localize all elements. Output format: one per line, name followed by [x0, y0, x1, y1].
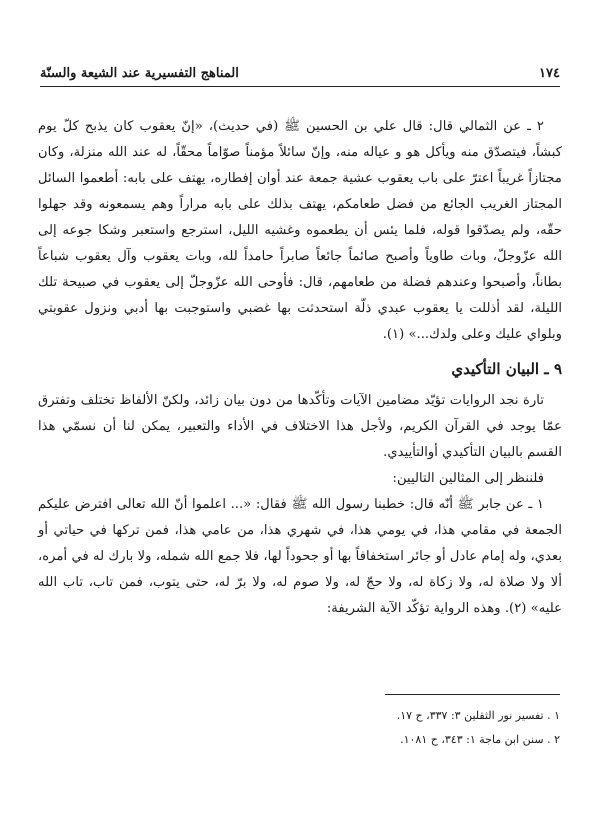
paragraph-hadith-yaqub: ٢ ـ عن الثمالي قال: قال علي بن الحسين ﷺ (في حديث)، «إنّ يعقوب كان يذبح كلّ يوم كبشاً، فيتصدّق منه ويأكل هو و عياله منه، وإنّ سائلاً مؤمناً صوّاماً محقّاً، له عند الله منزلة، وكان مجتازاً غريباً اعترّ على باب يعقوب عشية جمعة عند أوان إفطاره، يهتف على بابه: أطعموا السائل المجتاز الغريب الجائع من فضل طعامكم، يهتف بذلك على بابه مراراً وهم يسمعونه وقد جهلوا حقّه، ولم يصدّقوا قوله، فلما يئس أن يطعموه وغشيه الليل، استرجع واستعبر وشكا جوعه إلى الله عزّوجلّ، وبات طاوياً وأصبح صائماً جائعاً صابراً حامداً لله، وبات يعقوب وآل يعقوب شباعاً بطاناً، وأصبحوا وعندهم فضلة من طعامهم، قال: فأوحى الله عزّوجلّ إلى يعقوب في صبيحة تلك الليلة، لقد أذللت يا يعقوب عبدي ذلّة استحدثت بها غضبي واستوجبت بها أدبي ونزول عقوبتي وبلواي عليك وعلى ولدك...» (١).: [38, 119, 562, 342]
footnote-1: ١ . تفسير نور الثقلين ٣: ٣٣٧، ح ١٧.: [396, 709, 560, 722]
page-number: ١٧٤: [539, 65, 560, 81]
main-text: [38, 114, 562, 622]
paragraph-intro: تارة نجد الروايات تؤيّد مضامين الآيات وتأكّدها من دون بيان زائد، ولكنّ الألفاظ تختلف وتفترق عمّا يوجد في القرآن الكريم، ولأجل هذا الاختلاف في الأداء والتعبير، يمكن لنا أن نسمّي هذا القسم بالبيان التأكيدي أوالتأييدي.: [38, 393, 562, 460]
footnote-2: ٢ . سنن ابن ماجة ١: ٣٤٣، ح ١٠٨١.: [400, 733, 560, 746]
footnotes: [40, 704, 560, 752]
paragraph-hadith-jabir: ١ ـ عن جابر ﷺ أنّه قال: خطبنا رسول الله ﷺ فقال: «... اعلموا أنّ الله تعالى افترض عليكم الجمعة في مقامي هذا، في يومي هذا، في شهري هذا، من عامي هذا، فمن تركها في حياتي أو بعدي، وله إمام عادل أو جائر استخفافاً بها أو جحوداً لها، فلا جمع الله شمله، ولا بارك له في أمره، ألا ولا صلاة له، ولا زكاة له، ولا حجّ له، ولا صوم له، ولا برّ له، حتى يتوب، فمن تاب، تاب الله عليه» (٢). وهذه الرواية تؤكّد الآية الشريفة:: [38, 497, 562, 616]
paragraph-examples-lead: فلننظر إلى المثالين التاليين:: [392, 471, 544, 486]
section-title: ٩ ـ البيان التأكيدي: [451, 360, 562, 378]
footnote-rule: [385, 694, 560, 695]
page-header: [40, 62, 560, 84]
header-rule: [40, 86, 560, 87]
running-title: المناهج التفسيرية عند الشيعة والسنّة: [40, 65, 239, 81]
